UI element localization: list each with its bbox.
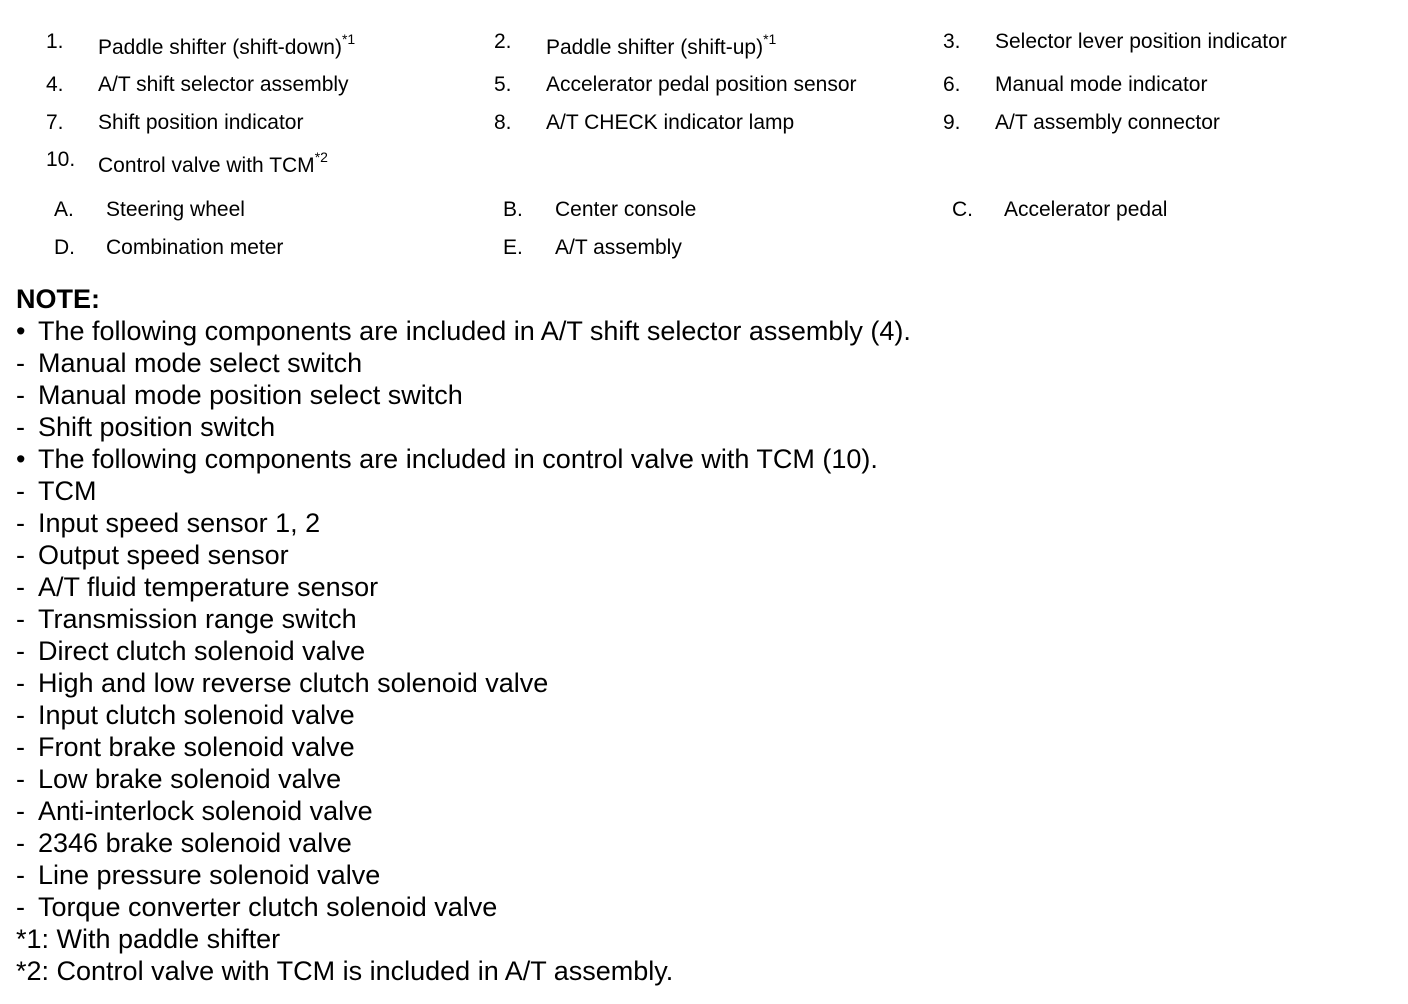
legend-number: 6. xyxy=(943,73,961,96)
legend-number: 7. xyxy=(46,111,64,134)
note-sub-item xyxy=(16,827,1396,859)
note-text: Line pressure solenoid valve xyxy=(38,860,381,890)
note-sub-item xyxy=(16,763,1396,795)
list-marker: - xyxy=(16,412,25,442)
note-text: The following components are included in control valve with TCM (10). xyxy=(38,444,878,474)
note-text: Transmission range switch xyxy=(38,604,357,634)
note-sub-item xyxy=(16,411,1396,443)
note-sub-item xyxy=(16,379,1396,411)
list-marker: - xyxy=(16,732,25,762)
legend-number: 9. xyxy=(943,111,961,134)
list-marker: - xyxy=(16,540,25,570)
footnote-ref: *1 xyxy=(763,31,777,47)
list-marker: - xyxy=(16,476,25,506)
note-text: TCM xyxy=(38,476,97,506)
legend-label: Control valve with TCM$^{*2}$ xyxy=(98,149,328,177)
note-text: Input clutch solenoid valve xyxy=(38,700,355,730)
list-marker: - xyxy=(16,668,25,698)
note-sub-item xyxy=(16,475,1396,507)
legend-letter: D. xyxy=(54,236,75,259)
legend-label: Paddle shifter (shift-down)$^{*1}$ xyxy=(98,31,356,59)
footnote: *1: With paddle shifter xyxy=(16,924,281,954)
legend-letter: E. xyxy=(503,236,523,259)
legend-number: 2. xyxy=(494,30,512,53)
legend-letter: B. xyxy=(503,198,523,221)
list-marker: - xyxy=(16,572,25,602)
legend-label: Combination meter xyxy=(106,236,284,259)
legend-letter: C. xyxy=(952,198,973,221)
note-sub-item xyxy=(16,699,1396,731)
list-marker: - xyxy=(16,604,25,634)
list-marker: - xyxy=(16,700,25,730)
note-sub-item xyxy=(16,891,1396,923)
legend-label: Accelerator pedal xyxy=(1004,198,1168,221)
note-text: Output speed sensor xyxy=(38,540,289,570)
note-sub-item xyxy=(16,667,1396,699)
legend-label: Accelerator pedal position sensor xyxy=(546,73,857,96)
legend-number: 3. xyxy=(943,30,961,53)
list-marker: - xyxy=(16,860,25,890)
note-text: A/T fluid temperature sensor xyxy=(38,572,379,602)
list-marker: - xyxy=(16,348,25,378)
footnote-ref: *1 xyxy=(341,31,356,47)
note-sub-item xyxy=(16,731,1396,763)
legend-letter: A. xyxy=(54,198,74,221)
note-text: High and low reverse clutch solenoid valve xyxy=(38,668,549,698)
legend-number: 8. xyxy=(494,111,512,134)
legend-number: 5. xyxy=(494,73,512,96)
note-sub-item xyxy=(16,795,1396,827)
note-text: Manual mode position select switch xyxy=(38,380,463,410)
note-sub-item xyxy=(16,859,1396,891)
legend-label: A/T assembly connector xyxy=(995,111,1220,134)
note-sub-item xyxy=(16,571,1396,603)
list-marker: - xyxy=(16,828,25,858)
legend-number: 4. xyxy=(46,73,64,96)
list-marker: - xyxy=(16,508,25,538)
legend-label: A/T CHECK indicator lamp xyxy=(546,111,795,134)
list-marker: - xyxy=(16,764,25,794)
list-marker: - xyxy=(16,380,25,410)
legend-label: Manual mode indicator xyxy=(995,73,1208,96)
note-text: Direct clutch solenoid valve xyxy=(38,636,366,666)
footnote: *2: Control valve with TCM is included in A/T assembly. xyxy=(16,956,674,986)
note-text: Anti-interlock solenoid valve xyxy=(38,796,373,826)
note-sub-item xyxy=(16,347,1396,379)
list-marker: - xyxy=(16,636,25,666)
note-text: Front brake solenoid valve xyxy=(38,732,355,762)
note-text: Low brake solenoid valve xyxy=(38,764,342,794)
note-text: Input speed sensor 1, 2 xyxy=(38,508,321,538)
note-list xyxy=(16,315,1396,923)
legend-label: A/T shift selector assembly xyxy=(98,73,349,96)
note-text: 2346 brake solenoid valve xyxy=(38,828,352,858)
note-sub-item xyxy=(16,635,1396,667)
note-sub-item xyxy=(16,539,1396,571)
list-marker: • xyxy=(16,316,26,346)
note-text: Torque converter clutch solenoid valve xyxy=(38,892,498,922)
note-sub-item xyxy=(16,603,1396,635)
legend-label: Center console xyxy=(555,198,697,221)
legend-number: 1. xyxy=(46,30,64,53)
legend-label: Steering wheel xyxy=(106,198,245,221)
legend-label: Shift position indicator xyxy=(98,111,304,134)
note-bullet-item xyxy=(16,315,1396,347)
note-bullet-item xyxy=(16,443,1396,475)
footnotes xyxy=(16,923,1396,987)
footnote-ref: *2 xyxy=(314,149,328,165)
note-title: NOTE: xyxy=(16,284,100,314)
list-marker: - xyxy=(16,796,25,826)
note-section xyxy=(16,283,1396,987)
note-text: Shift position switch xyxy=(38,412,276,442)
note-sub-item xyxy=(16,507,1396,539)
legend-label: Paddle shifter (shift-up)$^{*1}$ xyxy=(546,31,777,59)
list-marker: • xyxy=(16,444,26,474)
note-text: Manual mode select switch xyxy=(38,348,363,378)
legend-label: Selector lever position indicator xyxy=(995,30,1287,53)
list-marker: - xyxy=(16,892,25,922)
legend-number: 10. xyxy=(46,148,76,171)
legend-label: A/T assembly xyxy=(555,236,682,259)
note-text: The following components are included in A/T shift selector assembly (4). xyxy=(38,316,911,346)
